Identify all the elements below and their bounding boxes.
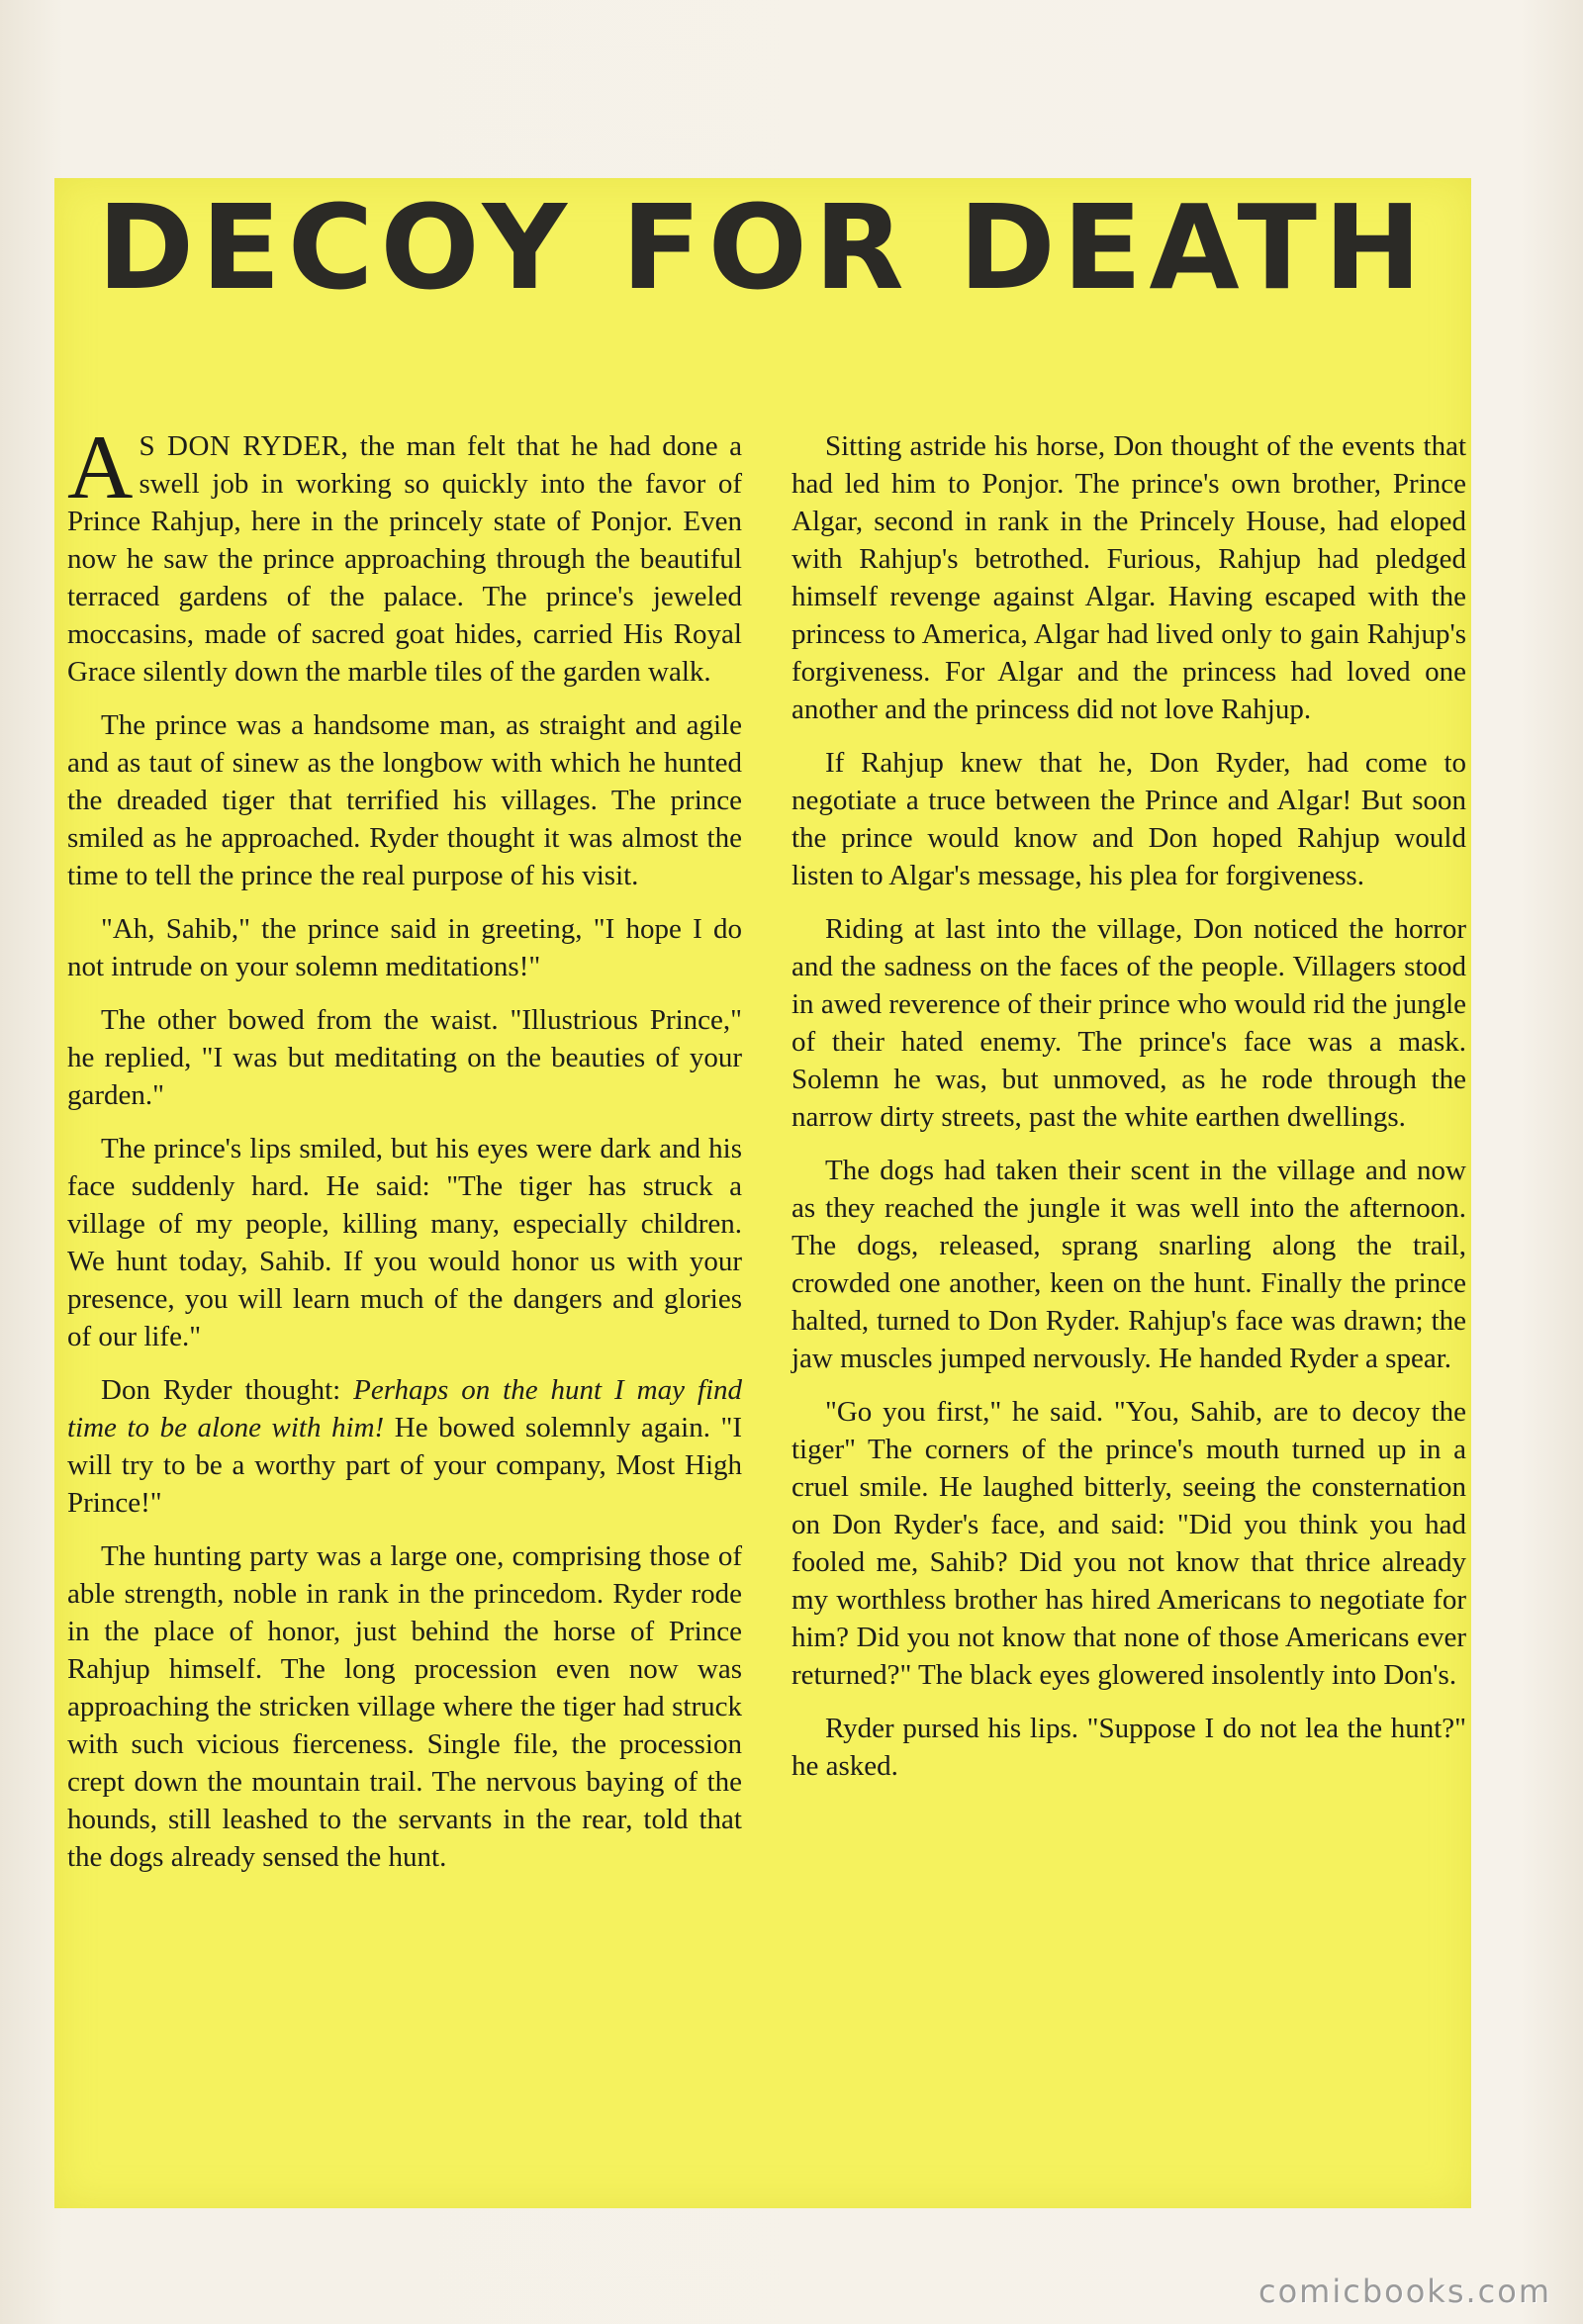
- paragraph-village: Riding at last into the village, Don noticed the horror and the sadness on the faces of the people. Villagers stood in awed reverence of their prince who would rid the jungle of their hated enemy. The prince's face was a mask. Solemn he was, but unmoved, as he rode through the narrow dirty streets, past the white earthen dwellings.: [792, 913, 1466, 1133]
- opening-paragraph: [67, 417, 742, 691]
- ryder-thought-end: He bowed solemnly again. "I will try to be a worthy part of your company, Most High Prince!": [67, 1412, 742, 1519]
- paragraph-reply: The other bowed from the waist. "Illustrious Prince," he replied, "I was but meditating on the beauties of your garden.": [67, 1004, 742, 1111]
- drop-cap: A: [67, 417, 134, 517]
- paragraph-prince-description: The prince was a handsome man, as straight and agile and as taut of sinew as the longbow with which he hunted the dreaded tiger that terrified his villages. The prince smiled as he approached. Ryder thought it was almost the time to tell the prince the real purpose of his visit.: [67, 709, 742, 891]
- story-title: DECOY FOR DEATH: [97, 179, 1429, 316]
- paragraph-dogs: The dogs had taken their scent in the village and now as they reached the jungle it was well into the afternoon. The dogs, released, sprang snarling along the trail, crowded one another, keen on the hunt. Finally the prince halted, turned to Don Ryder. Rahjup's face was drawn; the jaw muscles jumped nervously. He handed Ryder a spear.: [792, 1155, 1466, 1374]
- left-column: [67, 417, 742, 1892]
- watermark: comicbooks.com: [1257, 2273, 1551, 2310]
- paragraph-hunt-invitation: The prince's lips smiled, but his eyes were dark and his face suddenly hard. He said: "The tiger has struck a village of my people, killing many, especially children. We hunt today, Sahib. If you would honor us with your presence, you will learn much of the dangers and glories of our life.": [67, 1133, 742, 1352]
- paragraph-greeting: "Ah, Sahib," the prince said in greeting, "I hope I do not intrude on your solemn meditations!": [67, 913, 742, 982]
- paragraph-hunting-party: The hunting party was a large one, comprising those of able strength, noble in rank in the princedom. Ryder rode in the place of honor, just behind the horse of Prince Rahjup himself. The long procession even now was approaching the stricken village where the tiger had struck with such vicious fierceness. Single file, the procession crept down the mountain trail. The nervous baying of the hounds, still leashed to the servants in the rear, told that the dogs already sensed the hunt.: [67, 1540, 742, 1873]
- paragraph-decoy: "Go you first," he said. "You, Sahib, are to decoy the tiger" The corners of the prince's mouth turned up in a cruel smile. He laughed bitterly, seeing the consternation on Don Ryder's face, and said: "Did you think you had fooled me, Sahib? Did you not know that thrice already my worthless brother has hired Americans to negotiate for him? Did you not know that none of those Americans ever returned?" The black eyes glowered insolently into Don's.: [792, 1396, 1466, 1691]
- right-column: [792, 427, 1466, 1801]
- lead-in-text: S DON RYDER,: [139, 430, 349, 462]
- paragraph-ryder-thought: [67, 1371, 742, 1522]
- paragraph-truce: If Rahjup knew that he, Don Ryder, had come to negotiate a truce between the Prince and Algar! But soon the prince would know and Don hoped Rahjup would listen to Algar's message, his plea for forgiveness.: [792, 747, 1466, 891]
- paragraph-ryder-question: Ryder pursed his lips. "Suppose I do not lea the hunt?" he asked.: [792, 1713, 1466, 1782]
- opening-paragraph-text: the man felt that he had done a swell job in working so quickly into the favor of Prince Rahjup, here in the princely state of Ponjor. Even now he saw the prince approaching through the beautiful terraced gardens of the palace. The prince's jeweled moccasins, made of sacred goat hides, carried His Royal Grace silently down the marble tiles of the garden walk.: [67, 430, 742, 688]
- ryder-thought-italic: Perhaps on the hunt I may find time to be alone with him!: [67, 1374, 742, 1443]
- paragraph-backstory: Sitting astride his horse, Don thought of the events that had led him to Ponjor. The prince's own brother, Prince Algar, second in rank in the Princely House, had eloped with Rahjup's betrothed. Furious, Rahjup had pledged himself revenge against Algar. Having escaped with the princess to America, Algar had lived only to gain Rahjup's forgiveness. For Algar and the princess had loved one another and the princess did not love Rahjup.: [792, 430, 1466, 725]
- ryder-thought-start: Don Ryder thought:: [101, 1374, 354, 1406]
